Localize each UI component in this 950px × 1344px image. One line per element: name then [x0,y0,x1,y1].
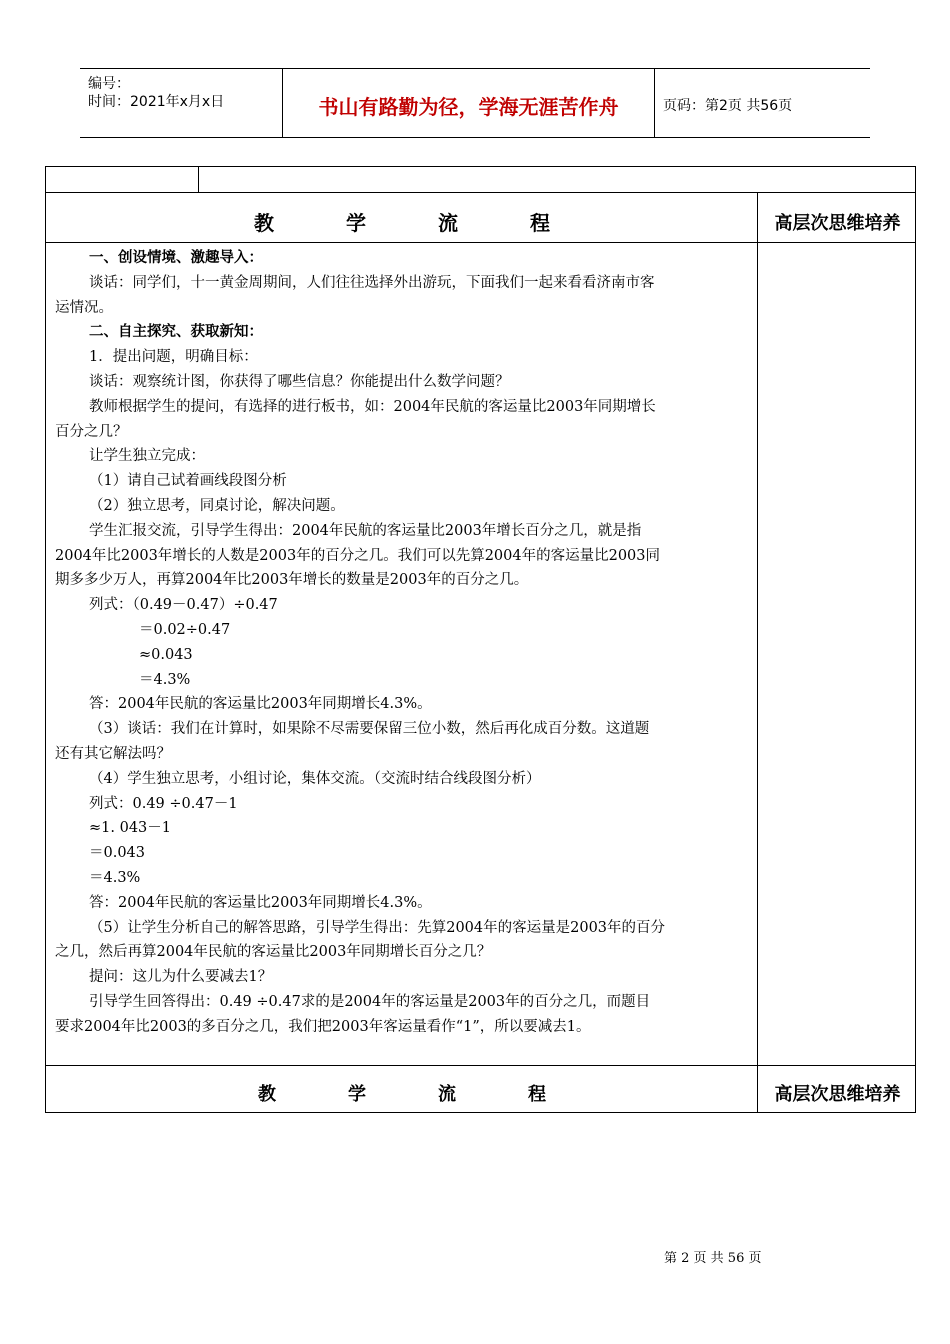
motto: 书山有路勤为径，学海无涯苦作舟 [318,95,619,119]
page-header [80,68,870,138]
content-line: 谈话：观察统计图，你获得了哪些信息？你能提出什么数学问题？ [89,373,510,390]
row-divider [46,242,915,243]
content-line: ＝4.3% [139,671,191,688]
side-title: 高层次思维培养 [774,213,901,234]
content-line: 列式：0.49 ÷0.47－1 [89,795,238,812]
content-line: 提问：这儿为什么要减去1？ [89,969,273,986]
content-line: ＝0.043 [89,845,146,862]
content-line: 一、创设情境、激趣导入： [89,249,263,266]
number-label: 编号： [88,76,130,92]
page-info: 页码：第2页 共56页 [663,98,793,114]
content-line: 要求2004年比2003的多百分之几，我们把2003年客运量看作“1”，所以要减去1。 [55,1018,591,1035]
content-line: 答：2004年民航的客运量比2003年同期增长4.3%。 [89,894,432,911]
row-divider [46,192,915,193]
content-line: ≈0.043 [139,646,193,663]
lesson-content [55,246,755,1040]
content-line: （3）谈话：我们在计算时，如果除不尽需要保留三位小数，然后再化成百分数。这道题 [89,721,650,738]
header-meta [80,69,283,137]
content-line: ＝4.3% [89,869,141,886]
content-line: （2）独立思考，同桌讨论，解决问题。 [89,497,345,514]
content-line: ≈1. 043－1 [89,820,171,837]
content-line: 教师根据学生的提问，有选择的进行板书，如：2004年民航的客运量比2003年同期增长 [89,398,656,415]
col-divider [198,167,199,192]
content-line: （1）请自己试着画线段图分析 [89,473,287,490]
row-divider [46,1065,915,1066]
content-line: 2004年比2003年增长的人数是2003年的百分之几。我们可以先算2004年的客运量比2003同 [55,547,661,564]
flow-title: 教 学 流 程 [254,211,550,235]
side-title-bottom: 高层次思维培养 [774,1084,901,1105]
time-label: 时间：2021年x月x日 [88,94,225,110]
content-line: 1．提出问题，明确目标： [89,349,258,366]
content-line: 学生汇报交流，引导学生得出：2004年民航的客运量比2003年增长百分之几，就是指 [89,522,642,539]
content-line: 运情况。 [55,299,113,316]
content-line: ＝0.02÷0.47 [139,621,231,638]
header-motto-cell [283,69,655,137]
content-line: 期多多少万人，再算2004年比2003年增长的数量是2003年的百分之几。 [55,572,529,589]
content-line: 之几，然后再算2004年民航的客运量比2003年同期增长百分之几？ [55,944,492,961]
col-divider [757,192,758,1112]
content-line: 二、自主探究、获取新知： [89,323,263,341]
content-line: （5）让学生分析自己的解答思路，引导学生得出：先算2004年的客运量是2003年的百分 [89,919,666,936]
page-footer: 第 2 页 共 56 页 [664,1251,762,1266]
content-line: 谈话：同学们，十一黄金周期间，人们往往选择外出游玩，下面我们一起来看看济南市客 [89,274,655,291]
content-line: 列式：（0.49－0.47）÷0.47 [89,597,278,614]
content-line: （4）学生独立思考，小组讨论，集体交流。（交流时结合线段图分析） [89,770,541,787]
content-line: 百分之几？ [55,423,128,440]
content-line: 答：2004年民航的客运量比2003年同期增长4.3%。 [89,696,432,713]
content-line: 让学生独立完成： [89,448,205,465]
content-line: 引导学生回答得出：0.49 ÷0.47求的是2004年的客运量是2003年的百分之几，而题目 [89,993,651,1010]
flow-title-bottom: 教 学 流 程 [258,1084,546,1105]
content-line: 还有其它解法吗？ [55,745,171,762]
